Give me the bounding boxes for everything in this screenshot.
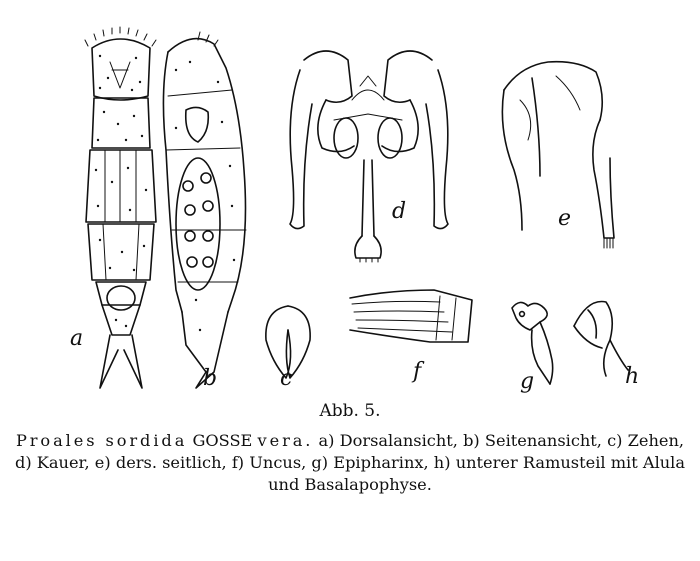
panel-e-mastax-lateral — [502, 62, 614, 248]
caption-author: GOSSE — [192, 431, 253, 450]
panel-label-h: h — [625, 364, 640, 389]
caption-description: a) Dorsalansicht, b) Seitenansicht, c) Zehen, d) Kauer, e) ders. seitlich, f) Uncus, g) Epipharinx, h) unterer Ramusteil mit Alula und Basalapophyse. — [14, 431, 686, 494]
figure-caption — [6, 430, 694, 496]
panel-f-uncus — [350, 290, 472, 384]
panel-label-c: c — [280, 366, 293, 391]
panel-label-g: g — [520, 369, 535, 394]
panel-label-e: e — [558, 206, 572, 231]
caption-qualifier: vera. — [257, 431, 314, 450]
panel-label-a: a — [70, 326, 84, 351]
panel-label-b: b — [203, 366, 218, 391]
panel-b-lateral-view — [163, 32, 246, 391]
panel-label-f: f — [413, 359, 422, 384]
panel-a-dorsal-view — [70, 27, 156, 388]
panel-g-epipharynx — [512, 302, 553, 394]
panel-label-d: d — [392, 199, 407, 224]
panel-c-toes — [266, 306, 310, 391]
panel-h-ramus — [574, 302, 639, 390]
figure-number: Abb. 5. — [319, 401, 381, 421]
panel-d-mastax — [290, 51, 448, 262]
caption-genus-species: Proales sordida — [15, 431, 188, 450]
